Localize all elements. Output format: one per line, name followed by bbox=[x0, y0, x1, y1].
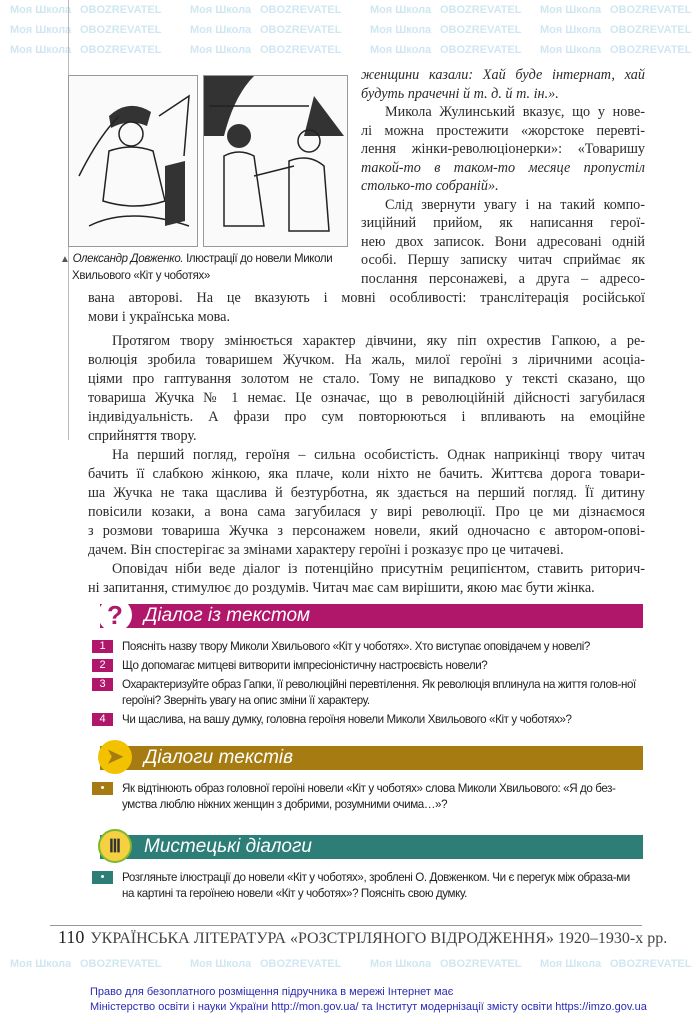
watermark-text: Моя Школа bbox=[370, 24, 432, 36]
question-number: 3 bbox=[92, 678, 113, 691]
text-line: лі можна простежити «жорстоке перевті- bbox=[361, 122, 645, 139]
dialog-texts-task bbox=[92, 781, 644, 813]
watermark-text: Моя Школа bbox=[370, 44, 432, 56]
watermark-text: OBOZREVATEL bbox=[80, 44, 162, 56]
watermark-text: Моя Школа bbox=[540, 958, 602, 970]
section-title: Мистецькі діалоги bbox=[144, 836, 312, 857]
watermark-text: Моя Школа bbox=[10, 44, 72, 56]
text-line: сприйняття твору. bbox=[88, 428, 197, 444]
page-number: 110 bbox=[58, 927, 85, 947]
watermark-text: OBOZREVATEL bbox=[80, 24, 162, 36]
watermark-text: Моя Школа bbox=[190, 44, 252, 56]
question-icon: ? bbox=[98, 598, 132, 632]
triangle-icon: ▲ bbox=[60, 254, 70, 265]
license-notice bbox=[90, 985, 647, 1015]
illustration-left bbox=[68, 75, 198, 247]
bullet-marker: • bbox=[92, 871, 113, 884]
watermark-text: Моя Школа bbox=[540, 4, 602, 16]
brushes-icon: Ⅲ bbox=[98, 829, 132, 863]
watermark-text: Моя Школа bbox=[370, 4, 432, 16]
notice-line: Міністерство освіти і науки України http://mon.gov.ua/ та Інститут модернізації змісту освіти https://imzo.gov.ua bbox=[90, 1001, 647, 1013]
text-line: столько-то собраній». bbox=[361, 178, 499, 194]
question-text: Поясніть назву твору Миколи Хвильового «Кіт у чоботях». Хто виступає оповідачем у новелі? bbox=[122, 640, 590, 653]
text-line: лення жінки-революціонерки»: «Товаришу bbox=[361, 141, 645, 157]
running-title: УКРАЇНСЬКА ЛІТЕРАТУРА «РОЗСТРІЛЯНОГО ВІДРОДЖЕННЯ» 1920–1930-х рр. bbox=[90, 930, 668, 947]
watermark-text: OBOZREVATEL bbox=[80, 4, 162, 16]
watermark-text: OBOZREVATEL bbox=[440, 958, 522, 970]
question-text: Що допомагає митцеві витворити імпресіоністичну настроєвість новели? bbox=[122, 659, 488, 672]
text-line: волюція зробила товаришем Жучком. На жаль, милої героїні з ліричними асоціа- bbox=[88, 352, 645, 368]
section-title: Діалоги текстів bbox=[144, 747, 294, 768]
section-header-dialog-text bbox=[100, 600, 643, 630]
watermark-text: OBOZREVATEL bbox=[610, 44, 692, 56]
watermark-text: OBOZREVATEL bbox=[260, 24, 342, 36]
question-text: Чи щаслива, на вашу думку, головна героїня новели Миколи Хвильового «Кіт у чоботях»? bbox=[122, 713, 572, 726]
main-text bbox=[88, 289, 645, 598]
watermark-text: OBOZREVATEL bbox=[440, 24, 522, 36]
text-line: Слід звернути увагу і на такий компо- bbox=[385, 196, 645, 213]
caption-text: Ілюстрації до новели Миколи bbox=[183, 253, 333, 265]
question-item bbox=[92, 712, 644, 728]
art-dialogs-task bbox=[92, 870, 644, 902]
text-line: бачить її слабкою жінкою, яка плаче, коли ніхто не бачить. Життєва дорога товари- bbox=[88, 466, 645, 482]
text-line: женщини казали: Хай буде інтернат, хай bbox=[361, 67, 645, 83]
text-line: ціями про гаптування золотом не стало. Тому не випадково у тексті сказано, що bbox=[88, 371, 645, 387]
section-header-dialog-texts bbox=[100, 746, 643, 770]
caption-text-line2: Хвильового «Кіт у чоботях» bbox=[72, 270, 210, 282]
watermark-text: Моя Школа bbox=[10, 958, 72, 970]
footer-divider bbox=[50, 925, 642, 926]
text-line: індивідуальність. А фрази про сум повторюються і впливають на емоційне bbox=[88, 409, 645, 425]
text-line: мови і українська мова. bbox=[88, 309, 231, 325]
watermark-text: OBOZREVATEL bbox=[260, 4, 342, 16]
watermark-text: OBOZREVATEL bbox=[80, 958, 162, 970]
section-header-art-dialogs bbox=[100, 835, 643, 859]
task-text: Як відтінюють образ головної героїні новели «Кіт у чоботях» слова Миколи Хвильового: «Я до без-умства люблю ніжних женщин з добрими, розумними очима…»? bbox=[122, 782, 616, 811]
text-line: будуть прачечні й т. д. й т. ін.». bbox=[361, 85, 559, 102]
text-line: послання персонажеві, а друга – адресо- bbox=[361, 270, 645, 287]
watermark-text: OBOZREVATEL bbox=[440, 4, 522, 16]
illustration-right bbox=[203, 75, 348, 247]
watermark-text: Моя Школа bbox=[540, 24, 602, 36]
text-line: повісили козаки, а вона сама загубилася у вирі революції. Про це ми дізнаємося bbox=[88, 504, 645, 520]
exercises-area bbox=[0, 600, 696, 905]
watermark-text: OBOZREVATEL bbox=[610, 4, 692, 16]
question-number: 2 bbox=[92, 659, 113, 672]
illustration-caption bbox=[60, 251, 360, 285]
question-number: 4 bbox=[92, 713, 113, 726]
right-column-text bbox=[361, 66, 645, 288]
watermark-text: Моя Школа bbox=[190, 4, 252, 16]
watermark-text: OBOZREVATEL bbox=[260, 44, 342, 56]
watermark-text: Моя Школа bbox=[190, 958, 252, 970]
text-line: ні запитання, стимулює до роздумів. Читач має сам вирішити, якою має бути жінка. bbox=[88, 580, 595, 596]
text-line: такой-то в таком-то месяце пропустіл bbox=[361, 159, 645, 176]
section-title: Діалог із текстом bbox=[144, 605, 311, 626]
text-line: На перший погляд, героїня – сильна особистість. Однак наприкінці твору читач bbox=[112, 447, 645, 463]
text-line: нею двох записок. Вони адресовані одній bbox=[361, 233, 645, 250]
question-list bbox=[0, 639, 696, 728]
watermark-text: Моя Школа bbox=[370, 958, 432, 970]
text-line: Оповідач ніби веде діалог із потенційно присутнім реципієнтом, ставить риторич- bbox=[112, 561, 645, 577]
text-line: вана авторові. На це вказують і мовні особливості: транслітерація російської bbox=[88, 290, 645, 306]
question-item bbox=[92, 677, 644, 709]
watermark-text: Моя Школа bbox=[190, 24, 252, 36]
watermark-text: Моя Школа bbox=[10, 24, 72, 36]
text-line: з розмови товариша Жучка з персонажем новели, який одночасно є автором-опові- bbox=[88, 523, 645, 539]
text-line: зиційний прийом, як написання герої- bbox=[361, 215, 645, 231]
question-item bbox=[92, 658, 644, 674]
caption-author: Олександр Довженко. bbox=[72, 253, 184, 265]
arrows-icon: ➤ bbox=[98, 740, 132, 774]
question-text: Охарактеризуйте образ Гапки, її революційні перевтілення. Як революція вплинула на життя голов-ної героїні? Зверніть увагу на опис зміни її характеру. bbox=[122, 678, 636, 707]
text-line: ша Жучка не така щаслива й безтурботна, як здається на перший погляд. Її дитину bbox=[88, 485, 645, 501]
task-text: Розгляньте ілюстрації до новели «Кіт у чоботях», зроблені О. Довженком. Чи є перегук між образа-ми на картині та героїнею новели «Кіт у чоботях»? Поясніть свою думку. bbox=[122, 871, 630, 900]
text-line: Микола Жулинський вказує, що у нове- bbox=[385, 104, 645, 120]
text-line: дачем. Він спостерігає за змінами характеру героїні і розказує про це читачеві. bbox=[88, 542, 564, 558]
question-number: 1 bbox=[92, 640, 113, 653]
notice-line: Право для безоплатного розміщення підручника в мережі Інтернет має bbox=[90, 986, 454, 998]
watermark-text: OBOZREVATEL bbox=[610, 24, 692, 36]
watermark-text: OBOZREVATEL bbox=[260, 958, 342, 970]
text-line: товариша Жучка № 1 немає. Це означає, що в революційній дійсності загубилася bbox=[88, 390, 645, 406]
watermark-text: Моя Школа bbox=[10, 4, 72, 16]
watermark-text: Моя Школа bbox=[540, 44, 602, 56]
text-line: Протягом твору змінюється характер дівчини, яку піп охрестив Гапкою, а ре- bbox=[112, 333, 645, 349]
bullet-marker: • bbox=[92, 782, 113, 795]
page-footer bbox=[58, 927, 667, 948]
watermark-text: OBOZREVATEL bbox=[440, 44, 522, 56]
question-item bbox=[92, 639, 644, 655]
text-line: особі. Першу записку читач сприймає як bbox=[361, 252, 645, 268]
watermark-text: OBOZREVATEL bbox=[610, 958, 692, 970]
